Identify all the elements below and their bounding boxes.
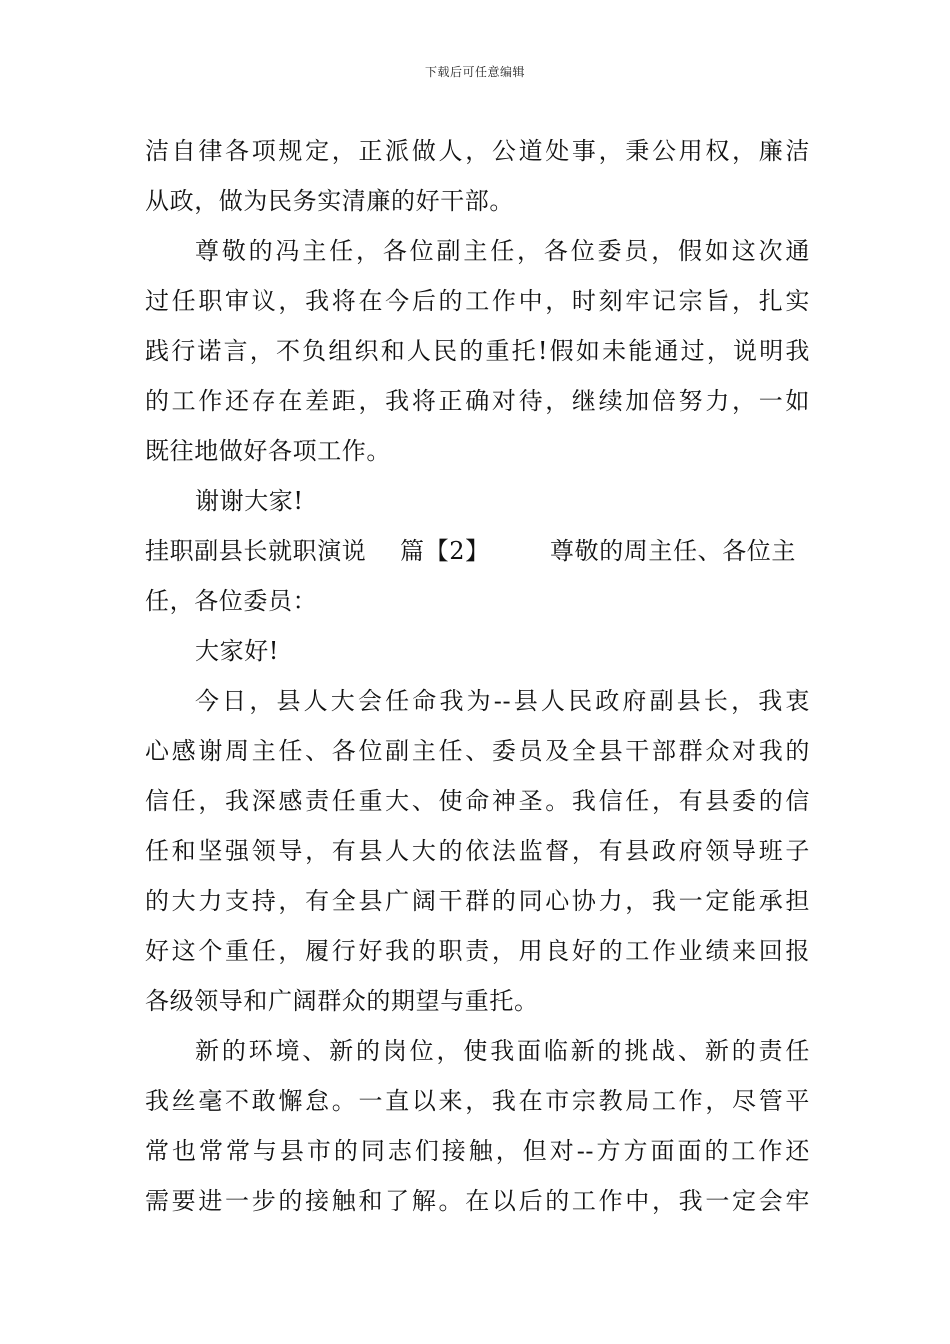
text-line: 过任职审议，我将在今后的工作中，时刻牢记宗旨，扎实	[145, 287, 810, 315]
text-line: 既往地做好各项工作。	[145, 437, 391, 465]
text-line: 我丝毫不敢懈怠。一直以来，我在市宗教局工作，尽管平	[145, 1087, 810, 1115]
text-line: 尊敬的冯主任，各位副主任，各位委员，假如这次通	[195, 237, 810, 265]
text-line: 信任，我深感责任重大、使命神圣。我信任，有县委的信	[145, 787, 810, 815]
salutation-start: 尊敬的周主任、各位主	[550, 537, 796, 565]
section-title-line	[145, 536, 810, 566]
text-line: 洁自律各项规定，正派做人，公道处事，秉公用权，廉洁	[145, 137, 810, 165]
text-line: 任和坚强领导，有县人大的依法监督，有县政府领导班子	[145, 837, 810, 865]
text-line: 各级领导和广阔群众的期望与重托。	[145, 987, 539, 1015]
text-line: 今日，县人大会任命我为--县人民政府副县长，我衷	[195, 687, 810, 715]
text-line: 心感谢周主任、各位副主任、委员及全县干部群众对我的	[145, 737, 810, 765]
text-line: 大家好!	[195, 637, 280, 665]
text-line: 谢谢大家!	[195, 487, 304, 515]
text-line: 需要进一步的接触和了解。在以后的工作中，我一定会牢	[145, 1187, 810, 1215]
section-title: 挂职副县长就职演说	[145, 537, 367, 565]
text-line: 新的环境、新的岗位，使我面临新的挑战、新的责任	[195, 1037, 810, 1065]
text-line: 常也常常与县市的同志们接触，但对--方方面面的工作还	[145, 1137, 810, 1165]
header-note: 下载后可任意编辑	[424, 65, 525, 79]
text-line: 的工作还存在差距，我将正确对待，继续加倍努力，一如	[145, 387, 810, 415]
text-line: 任，各位委员：	[145, 587, 318, 615]
text-line: 从政，做为民务实清廉的好干部。	[145, 187, 514, 215]
section-part-label: 篇【2】	[400, 537, 490, 565]
text-line: 践行诺言，不负组织和人民的重托!假如未能通过，说明我	[145, 337, 810, 365]
text-line: 好这个重任，履行好我的职责，用良好的工作业绩来回报	[145, 937, 810, 965]
text-line: 的大力支持，有全县广阔干群的同心协力，我一定能承担	[145, 887, 810, 915]
